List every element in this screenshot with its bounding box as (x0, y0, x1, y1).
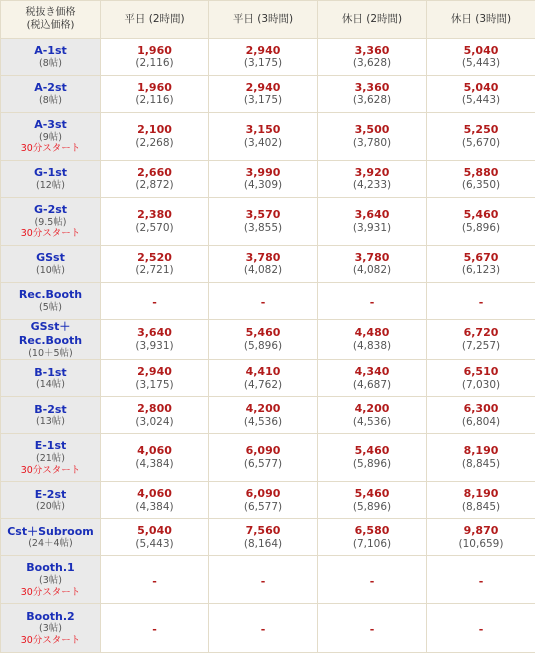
price-cell (318, 604, 427, 653)
price-tax-excluded: 5,460 (209, 326, 317, 340)
price-cell (427, 397, 535, 434)
table-row (1, 113, 535, 161)
corner-line-tax-included: (税込価格) (1, 20, 100, 33)
price-tax-excluded: 4,060 (101, 444, 208, 458)
room-size: (21帖) (1, 453, 100, 465)
price-tax-included: (7,257) (427, 340, 535, 353)
price-cell (209, 434, 318, 482)
price-tax-included: (6,350) (427, 179, 535, 192)
price-tax-excluded: 8,190 (427, 444, 535, 458)
price-unavailable: - (370, 296, 375, 309)
price-tax-included: (3,931) (318, 222, 426, 235)
room-size: (3帖) (1, 575, 100, 587)
price-tax-included: (3,175) (209, 57, 317, 70)
price-cell (209, 320, 318, 360)
room-size: (14帖) (1, 379, 100, 391)
price-cell (101, 246, 209, 283)
price-cell (209, 113, 318, 161)
price-tax-included: (5,896) (318, 458, 426, 471)
price-cell (209, 76, 318, 113)
room-note: 30分スタート (1, 635, 100, 647)
table-row (1, 397, 535, 434)
room-size: (12帖) (1, 180, 100, 192)
table-row (1, 320, 535, 360)
price-unavailable: - (261, 623, 266, 636)
price-tax-excluded: 4,410 (209, 365, 317, 379)
room-cell (1, 397, 101, 434)
room-name: A-2st (1, 81, 100, 95)
column-header-holiday-3h: 休日 (3時間) (427, 1, 535, 39)
price-tax-included: (4,082) (209, 264, 317, 277)
price-tax-included: (2,872) (101, 179, 208, 192)
price-cell (318, 320, 427, 360)
room-cell (1, 246, 101, 283)
price-cell (318, 76, 427, 113)
price-unavailable: - (370, 623, 375, 636)
room-size: (9帖) (1, 132, 100, 144)
table-row (1, 283, 535, 320)
table-row (1, 360, 535, 397)
price-tax-excluded: 1,960 (101, 81, 208, 95)
price-cell (318, 246, 427, 283)
room-size: (13帖) (1, 416, 100, 428)
price-cell (427, 113, 535, 161)
price-cell (101, 283, 209, 320)
header-row (1, 1, 535, 39)
price-tax-included: (4,384) (101, 501, 208, 514)
price-tax-excluded: 2,380 (101, 208, 208, 222)
price-tax-excluded: 3,360 (318, 44, 426, 58)
price-tax-excluded: 2,940 (209, 44, 317, 58)
price-tax-excluded: 5,040 (427, 81, 535, 95)
room-note: 30分スタート (1, 228, 100, 240)
price-cell (101, 320, 209, 360)
price-tax-excluded: 1,960 (101, 44, 208, 58)
price-tax-excluded: 3,640 (318, 208, 426, 222)
price-tax-excluded: 3,570 (209, 208, 317, 222)
price-tax-excluded: 3,360 (318, 81, 426, 95)
price-tax-excluded: 4,200 (318, 402, 426, 416)
price-tax-included: (2,570) (101, 222, 208, 235)
price-tax-excluded: 3,990 (209, 166, 317, 180)
price-cell (427, 519, 535, 556)
price-tax-excluded: 3,150 (209, 123, 317, 137)
column-header-weekday-3h: 平日 (3時間) (209, 1, 318, 39)
room-size: (8帖) (1, 95, 100, 107)
table-row (1, 434, 535, 482)
room-size: (3帖) (1, 623, 100, 635)
price-tax-excluded: 6,300 (427, 402, 535, 416)
price-cell (101, 434, 209, 482)
price-tax-excluded: 6,090 (209, 487, 317, 501)
table-body (1, 39, 535, 653)
room-cell (1, 283, 101, 320)
room-cell (1, 519, 101, 556)
table-row (1, 198, 535, 246)
price-unavailable: - (370, 575, 375, 588)
corner-header (1, 1, 101, 39)
price-tax-excluded: 4,340 (318, 365, 426, 379)
price-tax-excluded: 5,670 (427, 251, 535, 265)
price-tax-included: (4,082) (318, 264, 426, 277)
price-tax-included: (5,896) (318, 501, 426, 514)
price-tax-included: (4,762) (209, 379, 317, 392)
room-note: 30分スタート (1, 143, 100, 155)
price-cell (101, 519, 209, 556)
price-cell (101, 76, 209, 113)
price-tax-included: (4,838) (318, 340, 426, 353)
room-name: E-1st (1, 439, 100, 453)
price-cell (318, 39, 427, 76)
price-tax-excluded: 5,250 (427, 123, 535, 137)
price-tax-included: (2,116) (101, 57, 208, 70)
price-tax-excluded: 2,660 (101, 166, 208, 180)
room-size: (20帖) (1, 501, 100, 513)
price-tax-included: (3,402) (209, 137, 317, 150)
price-tax-included: (4,233) (318, 179, 426, 192)
price-tax-included: (5,896) (427, 222, 535, 235)
price-tax-excluded: 4,200 (209, 402, 317, 416)
price-tax-included: (3,024) (101, 416, 208, 429)
price-tax-included: (6,123) (427, 264, 535, 277)
table-row (1, 556, 535, 604)
price-cell (427, 198, 535, 246)
price-tax-excluded: 6,580 (318, 524, 426, 538)
room-name: G-1st (1, 166, 100, 180)
price-cell (427, 434, 535, 482)
price-unavailable: - (152, 296, 157, 309)
price-cell (318, 482, 427, 519)
price-cell (101, 113, 209, 161)
room-cell (1, 39, 101, 76)
room-name: Cst＋Subroom (1, 525, 100, 539)
price-tax-included: (4,384) (101, 458, 208, 471)
room-size: (5帖) (1, 302, 100, 314)
room-cell (1, 482, 101, 519)
price-cell (101, 161, 209, 198)
price-cell (318, 519, 427, 556)
price-tax-included: (4,536) (318, 416, 426, 429)
table-row (1, 519, 535, 556)
price-cell (101, 360, 209, 397)
table-row (1, 39, 535, 76)
price-tax-included: (5,670) (427, 137, 535, 150)
price-cell (101, 198, 209, 246)
price-tax-excluded: 5,460 (318, 444, 426, 458)
room-cell (1, 76, 101, 113)
price-tax-included: (7,030) (427, 379, 535, 392)
price-cell (427, 320, 535, 360)
price-cell (318, 556, 427, 604)
price-tax-included: (3,931) (101, 340, 208, 353)
price-cell (318, 161, 427, 198)
price-tax-excluded: 6,510 (427, 365, 535, 379)
room-size: (9.5帖) (1, 217, 100, 229)
price-tax-excluded: 2,940 (101, 365, 208, 379)
price-cell (209, 161, 318, 198)
price-unavailable: - (261, 296, 266, 309)
room-name: A-1st (1, 44, 100, 58)
price-tax-excluded: 3,780 (318, 251, 426, 265)
price-tax-included: (3,628) (318, 57, 426, 70)
price-tax-included: (8,845) (427, 501, 535, 514)
price-cell (318, 113, 427, 161)
price-tax-included: (2,721) (101, 264, 208, 277)
price-cell (318, 360, 427, 397)
room-cell (1, 198, 101, 246)
price-tax-excluded: 2,800 (101, 402, 208, 416)
price-tax-excluded: 5,040 (101, 524, 208, 538)
price-cell (209, 39, 318, 76)
price-tax-excluded: 3,640 (101, 326, 208, 340)
price-cell (209, 360, 318, 397)
table-row (1, 246, 535, 283)
room-cell (1, 360, 101, 397)
price-tax-included: (8,164) (209, 538, 317, 551)
price-tax-excluded: 3,780 (209, 251, 317, 265)
column-header-holiday-2h: 休日 (2時間) (318, 1, 427, 39)
price-tax-included: (3,855) (209, 222, 317, 235)
price-tax-included: (2,268) (101, 137, 208, 150)
price-tax-excluded: 3,920 (318, 166, 426, 180)
price-cell (101, 556, 209, 604)
price-tax-excluded: 8,190 (427, 487, 535, 501)
price-tax-excluded: 4,060 (101, 487, 208, 501)
price-cell (427, 246, 535, 283)
table-row (1, 482, 535, 519)
price-tax-included: (6,577) (209, 458, 317, 471)
price-cell (209, 246, 318, 283)
price-tax-included: (6,804) (427, 416, 535, 429)
price-tax-excluded: 4,480 (318, 326, 426, 340)
price-tax-included: (7,106) (318, 538, 426, 551)
price-tax-excluded: 9,870 (427, 524, 535, 538)
price-tax-excluded: 5,040 (427, 44, 535, 58)
room-cell (1, 161, 101, 198)
room-name: Booth.2 (1, 610, 100, 624)
room-name: B-2st (1, 403, 100, 417)
price-tax-included: (6,577) (209, 501, 317, 514)
price-cell (318, 434, 427, 482)
table-row (1, 604, 535, 653)
price-cell (427, 556, 535, 604)
price-tax-included: (5,443) (101, 538, 208, 551)
room-name: Rec.Booth (1, 288, 100, 302)
price-tax-excluded: 5,460 (318, 487, 426, 501)
price-unavailable: - (479, 575, 484, 588)
price-tax-included: (4,536) (209, 416, 317, 429)
price-tax-included: (3,175) (101, 379, 208, 392)
price-cell (209, 482, 318, 519)
room-cell (1, 604, 101, 653)
price-cell (101, 482, 209, 519)
price-cell (427, 161, 535, 198)
room-note: 30分スタート (1, 465, 100, 477)
price-tax-included: (3,175) (209, 94, 317, 107)
price-cell (318, 198, 427, 246)
price-tax-excluded: 5,460 (427, 208, 535, 222)
price-unavailable: - (152, 623, 157, 636)
room-cell (1, 320, 101, 360)
price-tax-included: (5,443) (427, 94, 535, 107)
room-name: GSst (1, 251, 100, 265)
price-cell (427, 482, 535, 519)
table-row (1, 76, 535, 113)
price-tax-excluded: 6,090 (209, 444, 317, 458)
column-header-weekday-2h: 平日 (2時間) (101, 1, 209, 39)
room-name: A-3st (1, 118, 100, 132)
price-tax-included: (5,443) (427, 57, 535, 70)
price-tax-excluded: 6,720 (427, 326, 535, 340)
price-cell (101, 604, 209, 653)
price-unavailable: - (479, 623, 484, 636)
price-cell (101, 39, 209, 76)
price-cell (209, 604, 318, 653)
corner-line-tax-excluded: 税抜き価格 (1, 7, 100, 20)
room-size: (24＋4帖) (1, 538, 100, 550)
price-cell (318, 397, 427, 434)
table-row (1, 161, 535, 198)
price-unavailable: - (479, 296, 484, 309)
price-cell (427, 604, 535, 653)
price-cell (209, 556, 318, 604)
price-unavailable: - (261, 575, 266, 588)
price-cell (427, 283, 535, 320)
price-tax-excluded: 2,940 (209, 81, 317, 95)
price-tax-excluded: 7,560 (209, 524, 317, 538)
price-cell (318, 283, 427, 320)
price-tax-excluded: 5,880 (427, 166, 535, 180)
price-tax-included: (5,896) (209, 340, 317, 353)
price-tax-excluded: 3,500 (318, 123, 426, 137)
price-unavailable: - (152, 575, 157, 588)
room-name: Booth.1 (1, 561, 100, 575)
price-tax-included: (4,687) (318, 379, 426, 392)
price-cell (209, 198, 318, 246)
room-cell (1, 113, 101, 161)
price-cell (427, 39, 535, 76)
price-tax-excluded: 2,100 (101, 123, 208, 137)
price-cell (101, 397, 209, 434)
price-cell (209, 397, 318, 434)
price-cell (427, 360, 535, 397)
price-cell (209, 519, 318, 556)
price-tax-included: (3,628) (318, 94, 426, 107)
price-tax-included: (4,309) (209, 179, 317, 192)
price-tax-included: (2,116) (101, 94, 208, 107)
room-note: 30分スタート (1, 587, 100, 599)
room-name: GSst＋Rec.Booth (1, 320, 100, 348)
room-size: (10＋5帖) (1, 348, 100, 360)
room-cell (1, 434, 101, 482)
price-cell (209, 283, 318, 320)
room-name: B-1st (1, 366, 100, 380)
price-tax-included: (3,780) (318, 137, 426, 150)
room-name: E-2st (1, 488, 100, 502)
price-tax-included: (10,659) (427, 538, 535, 551)
room-cell (1, 556, 101, 604)
room-name: G-2st (1, 203, 100, 217)
price-tax-included: (8,845) (427, 458, 535, 471)
room-size: (10帖) (1, 265, 100, 277)
price-tax-excluded: 2,520 (101, 251, 208, 265)
price-cell (427, 76, 535, 113)
room-size: (8帖) (1, 58, 100, 70)
